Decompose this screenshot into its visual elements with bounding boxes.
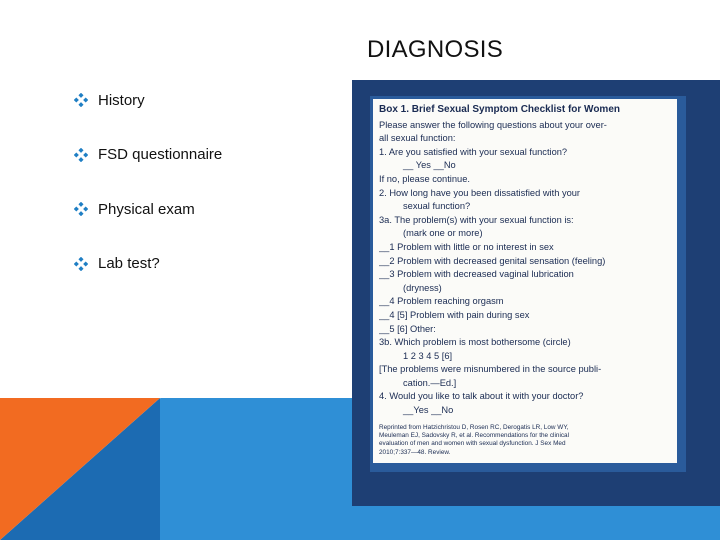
- bullet-item: [74, 141, 222, 169]
- bullet-label: Lab test?: [98, 255, 160, 272]
- bullet-list: [74, 86, 222, 304]
- checklist-line: Please answer the following questions about your over-: [379, 119, 607, 130]
- checklist-line: 2. How long have you been dissatisfied with your: [379, 187, 581, 198]
- checklist-line: sexual function?: [403, 201, 471, 212]
- checklist-reference: [379, 424, 671, 458]
- bullet-item: [74, 86, 222, 114]
- checklist-line: all sexual function:: [379, 133, 456, 144]
- checklist-line: If no, please continue.: [379, 173, 470, 184]
- bullet-item: [74, 195, 222, 223]
- diamond-bullet-icon: [74, 148, 88, 162]
- checklist-line: __ Yes __No: [403, 160, 456, 171]
- checklist-line: __5 [6] Other:: [379, 323, 436, 334]
- checklist-border: [370, 96, 686, 472]
- reference-line: 2010;7:337—48. Review.: [379, 448, 451, 456]
- diamond-bullet-icon: [74, 93, 88, 107]
- reference-line: Meuleman EJ, Sadovsky R, et al. Recommendations for the clinical: [379, 432, 570, 440]
- bullet-item: [74, 250, 222, 278]
- checklist-line: __1 Problem with little or no interest in sex: [379, 241, 554, 252]
- diamond-bullet-icon: [74, 257, 88, 271]
- checklist-line: 3a. The problem(s) with your sexual function is:: [379, 214, 574, 225]
- checklist-line: 1. Are you satisfied with your sexual function?: [379, 146, 568, 157]
- slide-title: DIAGNOSIS: [366, 36, 504, 63]
- reference-line: evaluation of men and women with sexual dysfunction. J Sex Med: [379, 440, 566, 448]
- checklist-line: 4. Would you like to talk about it with your doctor?: [379, 391, 584, 402]
- checklist-line: __3 Problem with decreased vaginal lubrication: [379, 269, 574, 280]
- bullet-label: History: [98, 91, 145, 109]
- checklist-line: __4 [5] Problem with pain during sex: [379, 309, 530, 320]
- checklist-document: [373, 99, 677, 463]
- checklist-figure: [352, 80, 720, 506]
- bullet-label: Physical exam: [98, 200, 195, 218]
- checklist-line: __Yes __No: [403, 405, 454, 416]
- checklist-line: [The problems were misnumbered in the source publi-: [379, 364, 602, 375]
- checklist-line: 1 2 3 4 5 [6]: [403, 350, 453, 361]
- diamond-bullet-icon: [74, 202, 88, 216]
- reference-line: Reprinted from Hatzichristou D, Rosen RC, Derogatis LR, Low WY,: [379, 423, 569, 431]
- checklist-title: Box 1. Brief Sexual Symptom Checklist for Women: [379, 104, 620, 115]
- checklist-line: 3b. Which problem is most bothersome (circle): [379, 337, 571, 348]
- checklist-line: __2 Problem with decreased genital sensation (feeling): [379, 255, 606, 266]
- bullet-label: FSD questionnaire: [98, 146, 223, 163]
- checklist-line: cation.—Ed.]: [403, 377, 457, 388]
- checklist-line: __4 Problem reaching orgasm: [379, 296, 504, 307]
- checklist-line: (mark one or more): [403, 228, 483, 239]
- checklist-line: (dryness): [403, 282, 442, 293]
